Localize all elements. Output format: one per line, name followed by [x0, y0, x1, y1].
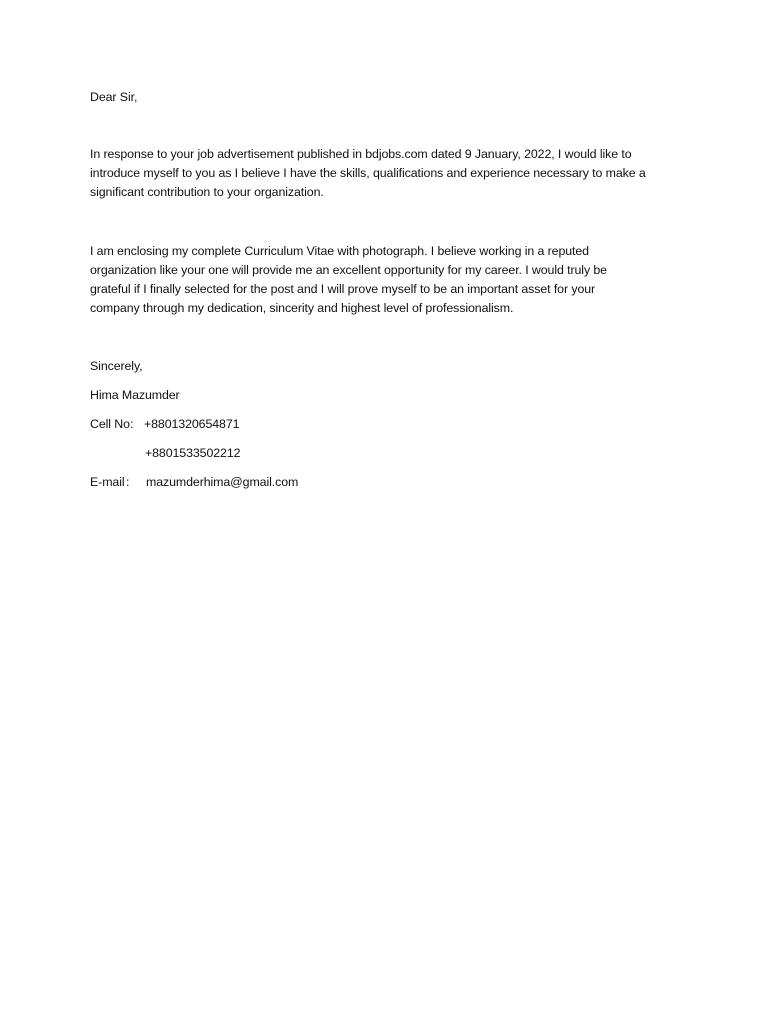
email-row [90, 473, 690, 492]
paragraph-intro [90, 145, 690, 202]
paragraph-cv [90, 242, 690, 318]
cell-number-row [90, 415, 690, 434]
paragraph-cv-line: I am enclosing my complete Curriculum Vitae with photograph. I believe working in a reputed [90, 244, 589, 258]
closing: Sincerely, [90, 359, 143, 373]
cell-colon: : [130, 417, 134, 431]
email-address: mazumderhima@gmail.com [146, 475, 299, 489]
cell-number-secondary: +8801533502212 [145, 446, 241, 460]
letter-body [90, 88, 690, 492]
paragraph-intro-line: introduce myself to you as I believe I have the skills, qualifications and experience necessary to make a [90, 166, 646, 180]
paragraph-cv-line: grateful if I finally selected for the post and I will prove myself to be an important asset for your [90, 282, 596, 296]
cell-number-primary: +8801320654871 [144, 417, 240, 431]
cell-number-row-secondary [90, 444, 690, 463]
paragraph-intro-line: significant contribution to your organization. [90, 185, 324, 199]
salutation: Dear Sir, [90, 90, 138, 104]
email-colon: : [126, 475, 130, 489]
cell-label: Cell No [90, 417, 130, 431]
signature-name: Hima Mazumder [90, 388, 180, 402]
paragraph-cv-line: organization like your one will provide me an excellent opportunity for my career. I would truly be [90, 263, 607, 277]
paragraph-cv-line: company through my dedication, sincerity and highest level of professionalism. [90, 301, 514, 315]
paragraph-intro-line: In response to your job advertisement published in bdjobs.com dated 9 January, 2022, I would like to [90, 147, 632, 161]
email-label: E-mail [90, 475, 125, 489]
